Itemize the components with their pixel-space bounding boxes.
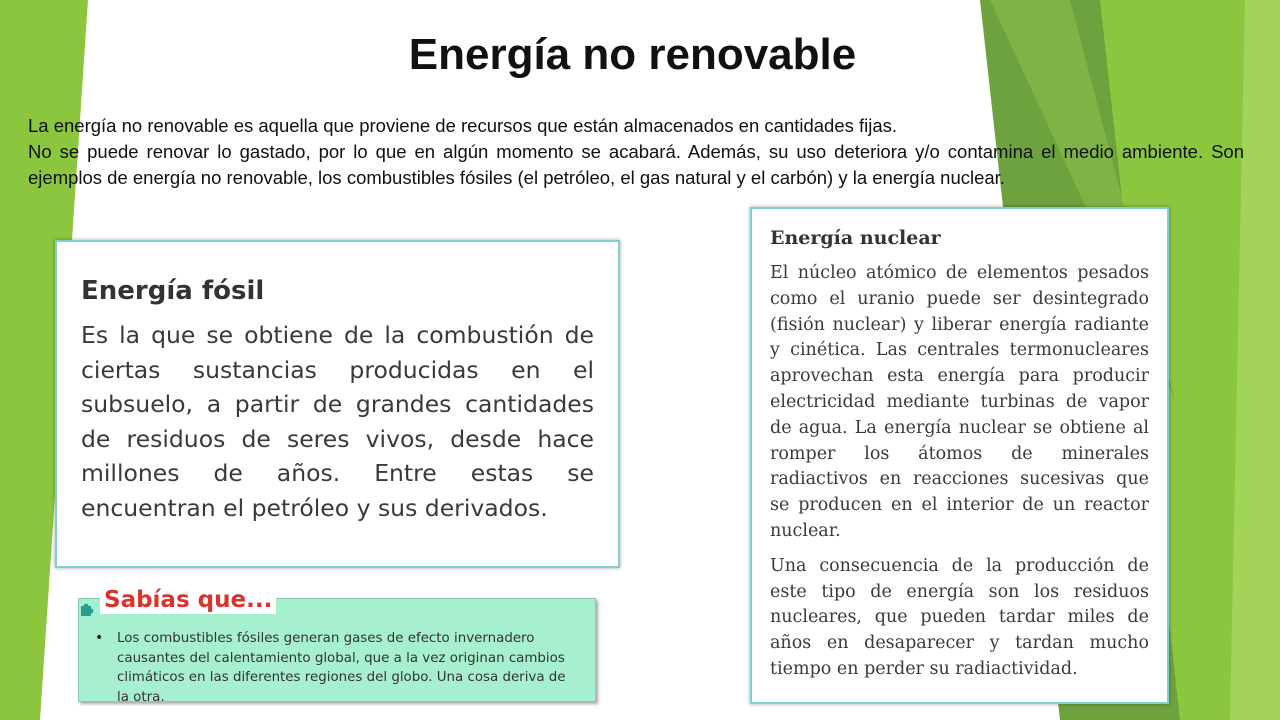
sabias-que-item-text: Los combustibles fósiles generan gases de efecto invernadero causantes del calentamiento global, que a la vez originan cambios climáticos en las diferentes regiones del globo. Una cosa deriva de la otra. bbox=[117, 631, 566, 705]
intro-paragraph-2: No se puede renovar lo gastado, por lo que en algún momento se acabará. Además, su uso deteriora y/o contamina el medio ambiente. Son ejemplos de energía no renovable, los combustibles fósiles (el petróleo, el gas natural y el carbón) y la energía nuclear. bbox=[28, 141, 1244, 188]
nuclear-energy-paragraph-1: El núcleo atómico de elementos pesados como el uranio puede ser desintegrado (fisión nuclear) y liberar energía radiante y cinética. Las centrales termonucleares aprovechan esta energía para producir electricidad mediante turbinas de vapor de agua. La energía nuclear se obtiene al romper los átomos de minerales radiactivos en reacciones sucesivas que se producen en el interior de un reactor nuclear. bbox=[770, 263, 1149, 541]
nuclear-energy-heading: Energía nuclear bbox=[770, 227, 941, 249]
intro-paragraph-1: La energía no renovable es aquella que proviene de recursos que están almacenados en cantidades fijas. bbox=[28, 115, 898, 136]
nuclear-energy-paragraph-2: Una consecuencia de la producción de este tipo de energía son los residuos nucleares, que pueden tardar miles de años en desaparecer y tardan mucho tiempo en perder su radiactividad. bbox=[770, 555, 1149, 679]
intro-text bbox=[28, 113, 1244, 191]
fossil-energy-card bbox=[55, 240, 620, 568]
teal-puzzle-icon bbox=[80, 603, 94, 617]
bullet-icon: • bbox=[95, 630, 104, 646]
slide-title: Energía no renovable bbox=[408, 30, 857, 79]
fossil-energy-heading: Energía fósil bbox=[81, 276, 265, 306]
sabias-que-heading: Sabías que... bbox=[100, 586, 276, 614]
list-item bbox=[95, 629, 581, 707]
nuclear-energy-card bbox=[750, 207, 1169, 704]
sabias-que-list bbox=[95, 629, 581, 707]
fossil-energy-body: Es la que se obtiene de la combustión de ciertas sustancias producidas en el subsuelo, a partir de grandes cantidades de residuos de seres vivos, desde hace millones de años. Entre estas se encuentran el petróleo y sus derivados. bbox=[81, 321, 594, 522]
